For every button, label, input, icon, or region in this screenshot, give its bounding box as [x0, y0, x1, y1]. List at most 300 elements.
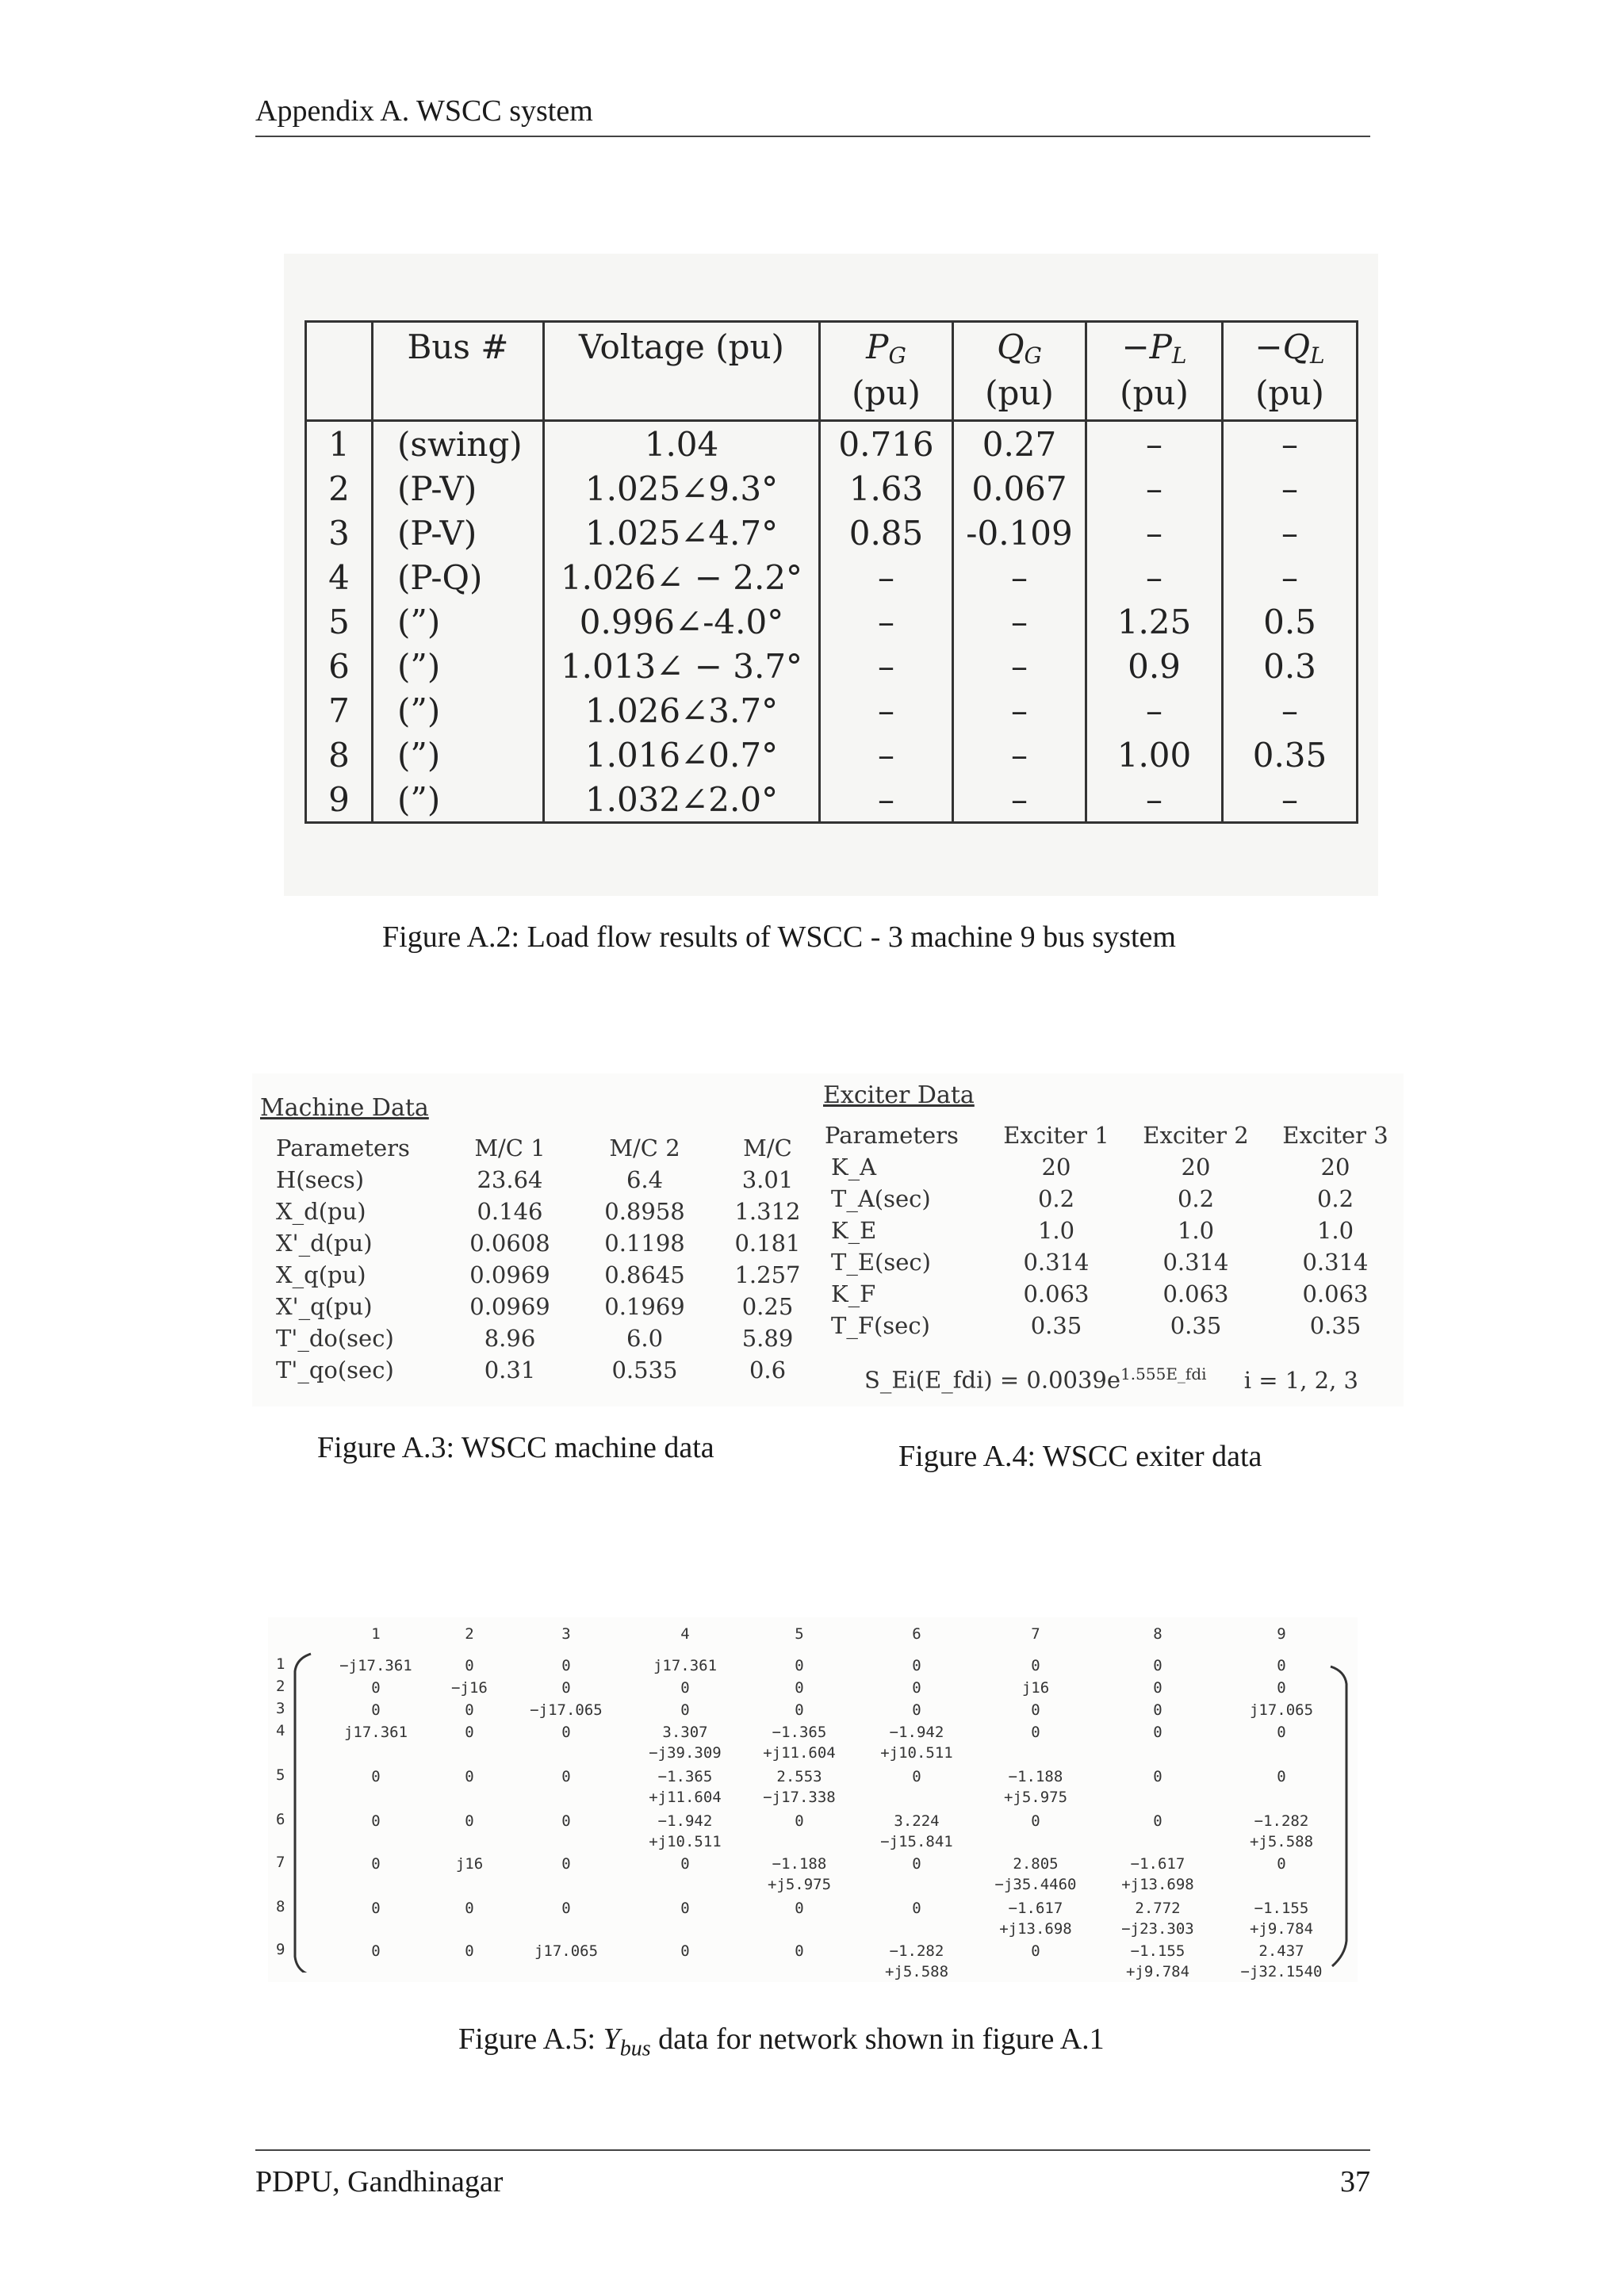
- qg-subscript: G: [1024, 342, 1042, 369]
- pg-symbol: P: [866, 327, 889, 366]
- ybus-entry: 0: [371, 1701, 381, 1719]
- param-header: Parameters: [276, 1135, 410, 1161]
- ybus-entry: −1.365: [772, 1724, 827, 1741]
- bus-number: 8: [306, 733, 373, 777]
- ybus-col-label: 4: [680, 1625, 690, 1643]
- ybus-matrix: [270, 1624, 1358, 1980]
- ybus-entry: 0: [680, 1701, 690, 1719]
- load-flow-rows: [306, 421, 1358, 823]
- bus-ql: –: [1223, 688, 1358, 733]
- table-row: [306, 466, 1358, 511]
- bus-type: (”): [373, 733, 544, 777]
- ybus-entry: 0: [1153, 1657, 1162, 1674]
- ybus-entry: −j23.303: [1121, 1920, 1194, 1938]
- ybus-entry: +j13.698: [1121, 1876, 1194, 1893]
- param-value: 0.6: [749, 1357, 787, 1383]
- ybus-entry: 2.805: [1013, 1855, 1059, 1873]
- param-value: 5.89: [741, 1325, 794, 1352]
- bus-number: 4: [306, 555, 373, 599]
- exciter-data-table: [807, 1119, 1405, 1341]
- bus-pl: –: [1086, 421, 1223, 467]
- param-label: T_A(sec): [831, 1185, 931, 1212]
- bus-pg: –: [820, 555, 953, 599]
- bus-pl: –: [1086, 555, 1223, 599]
- formula-lhs: S_Ei(E_fdi) = 0.0039e: [864, 1366, 1121, 1394]
- param-value: 0.1969: [604, 1293, 685, 1320]
- bus-qg: -0.109: [953, 511, 1086, 555]
- param-value: 6.4: [626, 1166, 664, 1193]
- bus-pl: 1.00: [1086, 733, 1223, 777]
- running-header: Appendix A. WSCC system: [255, 94, 593, 128]
- table-row: [807, 1310, 1405, 1341]
- bus-pg: –: [820, 688, 953, 733]
- bus-voltage: 0.996∠-4.0°: [544, 599, 820, 644]
- ybus-entry: 0: [912, 1855, 921, 1873]
- ybus-entry: 2.437: [1258, 1942, 1304, 1960]
- bus-number: 1: [306, 421, 373, 467]
- ybus-entry: 0: [912, 1701, 921, 1719]
- ybus-entry: −j15.841: [880, 1833, 953, 1850]
- param-value: 0.0608: [469, 1230, 550, 1257]
- param-value: 0.0969: [469, 1293, 550, 1320]
- bus-number: 2: [306, 466, 373, 511]
- ybus-entry: −1.617: [1130, 1855, 1185, 1873]
- param-value: 20: [1181, 1154, 1211, 1181]
- param-label: K_F: [831, 1280, 876, 1307]
- bus-pl: 1.25: [1086, 599, 1223, 644]
- ybus-entry: 0: [1031, 1701, 1040, 1719]
- unit-qg: (pu): [953, 373, 1086, 421]
- ybus-entry: 0: [795, 1942, 804, 1960]
- bus-ql: 0.3: [1223, 644, 1358, 688]
- figure-a4-caption: Figure A.4: WSCC exiter data: [898, 1440, 1262, 1473]
- param-value: 0.0969: [469, 1261, 550, 1288]
- ybus-entry: 0: [795, 1900, 804, 1917]
- param-value: 3.01: [741, 1166, 794, 1193]
- table-row: [259, 1259, 823, 1291]
- bus-ql: 0.5: [1223, 599, 1358, 644]
- load-flow-table: [304, 320, 1358, 824]
- ybus-entry: 0: [561, 1657, 571, 1674]
- header-pl: [1086, 322, 1223, 374]
- bus-pl: 0.9: [1086, 644, 1223, 688]
- table-row: [807, 1246, 1405, 1278]
- ybus-entry: 0: [371, 1768, 381, 1785]
- ybus-entry: −1.942: [889, 1724, 944, 1741]
- bus-pg: –: [820, 644, 953, 688]
- table-row: [259, 1164, 823, 1196]
- bus-type: (”): [373, 644, 544, 688]
- footer-rule: [255, 2149, 1370, 2151]
- ybus-col-label: 7: [1031, 1625, 1040, 1643]
- param-value: 1.0: [1316, 1217, 1354, 1244]
- machine-col-3: M/C: [743, 1135, 792, 1161]
- ybus-row-label: 2: [276, 1678, 285, 1695]
- param-value: 0.314: [1023, 1249, 1090, 1276]
- param-header: Parameters: [825, 1122, 959, 1149]
- ybus-row-label: 9: [276, 1941, 285, 1958]
- ybus-col-label: 9: [1277, 1625, 1286, 1643]
- param-value: 0.314: [1302, 1249, 1369, 1276]
- ybus-col-label: 5: [795, 1625, 804, 1643]
- pl-subscript: L: [1171, 342, 1187, 369]
- figure-a5-caption: [458, 2022, 1105, 2062]
- ybus-entry: 0: [465, 1701, 474, 1719]
- bus-pl: –: [1086, 466, 1223, 511]
- ybus-col-label: 2: [465, 1625, 474, 1643]
- figure-a3-caption: Figure A.3: WSCC machine data: [317, 1431, 714, 1464]
- bus-pg: 0.85: [820, 511, 953, 555]
- bus-voltage: 1.016∠0.7°: [544, 733, 820, 777]
- param-value: 1.0: [1177, 1217, 1215, 1244]
- bus-voltage: 1.025∠9.3°: [544, 466, 820, 511]
- ybus-row-label: 8: [276, 1898, 285, 1915]
- bus-type: (P-Q): [373, 555, 544, 599]
- param-label: T_F(sec): [831, 1312, 930, 1339]
- ybus-entry: j17.065: [534, 1942, 599, 1960]
- machine-data-title: Machine Data: [260, 1094, 429, 1122]
- param-value: 0.8958: [604, 1198, 685, 1225]
- caption-subscript: bus: [619, 2036, 651, 2061]
- ybus-entry: −j39.309: [649, 1744, 722, 1762]
- param-value: 0.1198: [604, 1230, 685, 1257]
- param-value: 0.31: [484, 1357, 536, 1383]
- ybus-entry: +j9.784: [1125, 1963, 1190, 1980]
- ybus-entry: −1.617: [1008, 1900, 1063, 1917]
- bus-voltage: 1.032∠2.0°: [544, 777, 820, 823]
- bus-pl: –: [1086, 777, 1223, 823]
- bus-qg: –: [953, 777, 1086, 823]
- ybus-entry: −1.365: [657, 1768, 713, 1785]
- header-pg: [820, 322, 953, 374]
- unit-blank-2: [373, 373, 544, 421]
- bus-type: (swing): [373, 421, 544, 467]
- bus-pl: –: [1086, 688, 1223, 733]
- ybus-entry: 0: [465, 1812, 474, 1830]
- param-value: 0.063: [1162, 1280, 1229, 1307]
- param-value: 1.0: [1037, 1217, 1075, 1244]
- param-label: X_d(pu): [276, 1198, 366, 1225]
- bus-number: 9: [306, 777, 373, 823]
- bus-qg: 0.067: [953, 466, 1086, 511]
- ybus-row-label: 6: [276, 1811, 285, 1828]
- ybus-entry: 0: [1031, 1942, 1040, 1960]
- ybus-entry: −j17.065: [530, 1701, 603, 1719]
- bus-qg: –: [953, 733, 1086, 777]
- bus-number: 7: [306, 688, 373, 733]
- param-value: 0.314: [1162, 1249, 1229, 1276]
- ybus-entry: +j5.588: [1249, 1833, 1314, 1850]
- param-value: 0.2: [1037, 1185, 1075, 1212]
- ybus-entry: −1.282: [889, 1942, 944, 1960]
- ql-subscript: L: [1310, 342, 1325, 369]
- ybus-col-label: 6: [912, 1625, 921, 1643]
- ybus-entry: +j5.975: [767, 1876, 832, 1893]
- bus-qg: 0.27: [953, 421, 1086, 467]
- bus-type: (”): [373, 777, 544, 823]
- ybus-entry: +j10.511: [880, 1744, 953, 1762]
- param-value: 20: [1320, 1154, 1350, 1181]
- ybus-entry: +j5.588: [884, 1963, 949, 1980]
- bus-pg: 0.716: [820, 421, 953, 467]
- ybus-entry: 0: [465, 1768, 474, 1785]
- bus-qg: –: [953, 555, 1086, 599]
- ybus-entry: j17.065: [1249, 1701, 1314, 1719]
- ybus-row-label: 7: [276, 1854, 285, 1871]
- ybus-entry: 0: [1277, 1768, 1286, 1785]
- param-value: 0.535: [611, 1357, 678, 1383]
- bus-qg: –: [953, 644, 1086, 688]
- ybus-entry: 0: [1277, 1724, 1286, 1741]
- table-row: [259, 1354, 823, 1386]
- bus-voltage: 1.04: [544, 421, 820, 467]
- bus-type: (P-V): [373, 466, 544, 511]
- bus-pg: –: [820, 733, 953, 777]
- header-ql: [1223, 322, 1358, 374]
- param-value: 20: [1041, 1154, 1071, 1181]
- header-voltage: Voltage (pu): [544, 322, 820, 374]
- param-value: 0.063: [1023, 1280, 1090, 1307]
- param-value: 6.0: [626, 1325, 664, 1352]
- bus-number: 5: [306, 599, 373, 644]
- header-rule: [255, 136, 1370, 137]
- table-row: [807, 1183, 1405, 1215]
- ybus-entry: 0: [1277, 1657, 1286, 1674]
- ybus-entry: 0: [465, 1942, 474, 1960]
- bus-qg: –: [953, 599, 1086, 644]
- param-label: X_q(pu): [276, 1261, 366, 1288]
- saturation-formula: [864, 1364, 1358, 1394]
- ybus-entry: 0: [371, 1942, 381, 1960]
- ybus-entry: 0: [371, 1900, 381, 1917]
- table-row: [259, 1227, 823, 1259]
- param-value: 0.35: [1170, 1312, 1222, 1339]
- bus-ql: –: [1223, 466, 1358, 511]
- param-label: K_A: [831, 1154, 877, 1181]
- param-label: K_E: [831, 1217, 877, 1244]
- caption-symbol: Y: [603, 2022, 620, 2056]
- table-row: [259, 1196, 823, 1227]
- param-label: X'_q(pu): [276, 1293, 373, 1320]
- bus-ql: –: [1223, 511, 1358, 555]
- bus-ql: –: [1223, 421, 1358, 467]
- bus-number: 3: [306, 511, 373, 555]
- ybus-entry: +j11.604: [649, 1789, 722, 1806]
- ybus-entry: 0: [465, 1657, 474, 1674]
- ybus-entry: 0: [912, 1768, 921, 1785]
- table-row: [306, 599, 1358, 644]
- bus-type: (P-V): [373, 511, 544, 555]
- ybus-entry: 0: [1153, 1701, 1162, 1719]
- param-value: 0.35: [1030, 1312, 1082, 1339]
- ybus-entry: 0: [1153, 1679, 1162, 1697]
- ybus-entry: 0: [795, 1657, 804, 1674]
- bus-qg: –: [953, 688, 1086, 733]
- ybus-entry: −1.155: [1254, 1900, 1309, 1917]
- ybus-entry: +j10.511: [649, 1833, 722, 1850]
- ybus-entry: 0: [1153, 1724, 1162, 1741]
- ybus-entry: 0: [1031, 1812, 1040, 1830]
- ybus-entry: 0: [680, 1855, 690, 1873]
- param-label: T'_qo(sec): [276, 1357, 394, 1383]
- ybus-entry: 0: [371, 1855, 381, 1873]
- param-value: 0.35: [1309, 1312, 1362, 1339]
- ybus-entry: 0: [465, 1724, 474, 1741]
- ybus-entry: +j9.784: [1249, 1920, 1314, 1938]
- formula-index: i = 1, 2, 3: [1243, 1366, 1358, 1394]
- ybus-col-label: 3: [561, 1625, 571, 1643]
- ybus-entry: 0: [561, 1768, 571, 1785]
- param-value: 0.2: [1177, 1185, 1215, 1212]
- caption-prefix: Figure A.5:: [458, 2022, 603, 2056]
- table-row: [306, 733, 1358, 777]
- table-row: [306, 421, 1358, 467]
- ybus-entry: −1.942: [657, 1812, 713, 1830]
- table-row: [807, 1278, 1405, 1310]
- ybus-col-label: 8: [1153, 1625, 1162, 1643]
- ybus-row-label: 5: [276, 1766, 285, 1784]
- bus-type: (”): [373, 688, 544, 733]
- qg-symbol: Q: [997, 327, 1025, 366]
- formula-exponent: 1.555E_fdi: [1120, 1364, 1207, 1383]
- unit-pg: (pu): [820, 373, 953, 421]
- ybus-entry: j17.361: [653, 1657, 718, 1674]
- ybus-row-label: 3: [276, 1700, 285, 1717]
- machine-data-table: [259, 1132, 823, 1386]
- ybus-entry: 0: [1277, 1855, 1286, 1873]
- ybus-entry: 0: [912, 1900, 921, 1917]
- ybus-row-label: 4: [276, 1722, 285, 1739]
- ybus-row-label: 1: [276, 1655, 285, 1673]
- caption-suffix: data for network shown in figure A.1: [650, 2022, 1105, 2056]
- ybus-entry: 3.307: [662, 1724, 708, 1741]
- ybus-entry: 0: [561, 1900, 571, 1917]
- unit-blank-1: [306, 373, 373, 421]
- bus-type: (”): [373, 599, 544, 644]
- bus-pg: 1.63: [820, 466, 953, 511]
- ybus-entry: −j16: [451, 1679, 488, 1697]
- bus-voltage: 1.026∠3.7°: [544, 688, 820, 733]
- bus-pg: –: [820, 599, 953, 644]
- figure-a2-caption: Figure A.2: Load flow results of WSCC - 3 machine 9 bus system: [382, 920, 1176, 954]
- ybus-entry: 0: [1031, 1724, 1040, 1741]
- ybus-entry: j17.361: [343, 1724, 408, 1741]
- bus-pl: –: [1086, 511, 1223, 555]
- bus-voltage: 1.013∠ − 3.7°: [544, 644, 820, 688]
- table-row: [306, 777, 1358, 823]
- bus-ql: 0.35: [1223, 733, 1358, 777]
- table-row: [306, 511, 1358, 555]
- param-value: 8.96: [484, 1325, 536, 1352]
- header-qg: [953, 322, 1086, 374]
- bus-ql: –: [1223, 777, 1358, 823]
- ybus-entry: 0: [561, 1855, 571, 1873]
- unit-ql: (pu): [1223, 373, 1358, 421]
- ybus-entry: 0: [680, 1900, 690, 1917]
- ybus-entry: 0: [795, 1701, 804, 1719]
- table-row: [807, 1151, 1405, 1183]
- param-value: 0.2: [1316, 1185, 1354, 1212]
- ybus-entry: 0: [795, 1812, 804, 1830]
- header-index: [306, 322, 373, 374]
- footer-institution: PDPU, Gandhinagar: [255, 2165, 504, 2198]
- table-row: [306, 688, 1358, 733]
- param-label: T_E(sec): [831, 1249, 931, 1276]
- param-label: X'_d(pu): [276, 1230, 373, 1257]
- ybus-entry: 0: [371, 1812, 381, 1830]
- ybus-entry: 0: [561, 1679, 571, 1697]
- header-bus: Bus #: [373, 322, 544, 374]
- ybus-entry: −j35.4460: [994, 1876, 1077, 1893]
- bus-ql: –: [1223, 555, 1358, 599]
- table-row: [306, 555, 1358, 599]
- ybus-entry: 0: [680, 1942, 690, 1960]
- ybus-entry: +j5.975: [1003, 1789, 1068, 1806]
- param-value: 0.063: [1302, 1280, 1369, 1307]
- ybus-entry: 3.224: [894, 1812, 940, 1830]
- ybus-entry: 0: [465, 1900, 474, 1917]
- param-value: 0.146: [477, 1198, 543, 1225]
- ybus-entry: 0: [1153, 1768, 1162, 1785]
- ql-symbol: −Q: [1254, 327, 1311, 366]
- ybus-entry: 0: [912, 1679, 921, 1697]
- table-row: [259, 1291, 823, 1322]
- param-value: 1.257: [734, 1261, 801, 1288]
- ybus-entry: −j17.361: [339, 1657, 412, 1674]
- ybus-entry: 0: [561, 1724, 571, 1741]
- param-value: 0.8645: [604, 1261, 685, 1288]
- table-row: [259, 1322, 823, 1354]
- param-label: T'_do(sec): [276, 1325, 394, 1352]
- exciter-col-1: Exciter 1: [1003, 1122, 1109, 1149]
- ybus-entry: 0: [561, 1812, 571, 1830]
- ybus-col-label: 1: [371, 1625, 381, 1643]
- page-number: 37: [1340, 2165, 1370, 2198]
- ybus-entry: −j17.338: [763, 1789, 836, 1806]
- ybus-entry: j16: [1021, 1679, 1050, 1697]
- exciter-col-2: Exciter 2: [1143, 1122, 1249, 1149]
- table-row: [807, 1215, 1405, 1246]
- ybus-entry: 0: [1031, 1657, 1040, 1674]
- param-label: H(secs): [276, 1166, 365, 1193]
- ybus-entry: +j13.698: [999, 1920, 1072, 1938]
- param-value: 1.312: [734, 1198, 801, 1225]
- ybus-entry: 2.553: [776, 1768, 822, 1785]
- ybus-entry: −1.155: [1130, 1942, 1185, 1960]
- param-value: 0.25: [741, 1293, 794, 1320]
- ybus-entry: −j32.1540: [1240, 1963, 1323, 1980]
- ybus-entry: +j11.604: [763, 1744, 836, 1762]
- ybus-entry: −1.188: [772, 1855, 827, 1873]
- ybus-entry: 0: [371, 1679, 381, 1697]
- ybus-entry: 0: [912, 1657, 921, 1674]
- unit-pl: (pu): [1086, 373, 1223, 421]
- bus-pg: –: [820, 777, 953, 823]
- ybus-entry: j16: [455, 1855, 484, 1873]
- pg-subscript: G: [888, 342, 906, 369]
- exciter-col-3: Exciter 3: [1282, 1122, 1388, 1149]
- ybus-entry: 0: [680, 1679, 690, 1697]
- param-value: 23.64: [477, 1166, 543, 1193]
- ybus-entry: −1.188: [1008, 1768, 1063, 1785]
- unit-blank-3: [544, 373, 820, 421]
- table-row: [306, 644, 1358, 688]
- bus-voltage: 1.025∠4.7°: [544, 511, 820, 555]
- ybus-entry: −1.282: [1254, 1812, 1309, 1830]
- ybus-entry: 0: [1153, 1812, 1162, 1830]
- bus-number: 6: [306, 644, 373, 688]
- ybus-entry: 0: [1277, 1679, 1286, 1697]
